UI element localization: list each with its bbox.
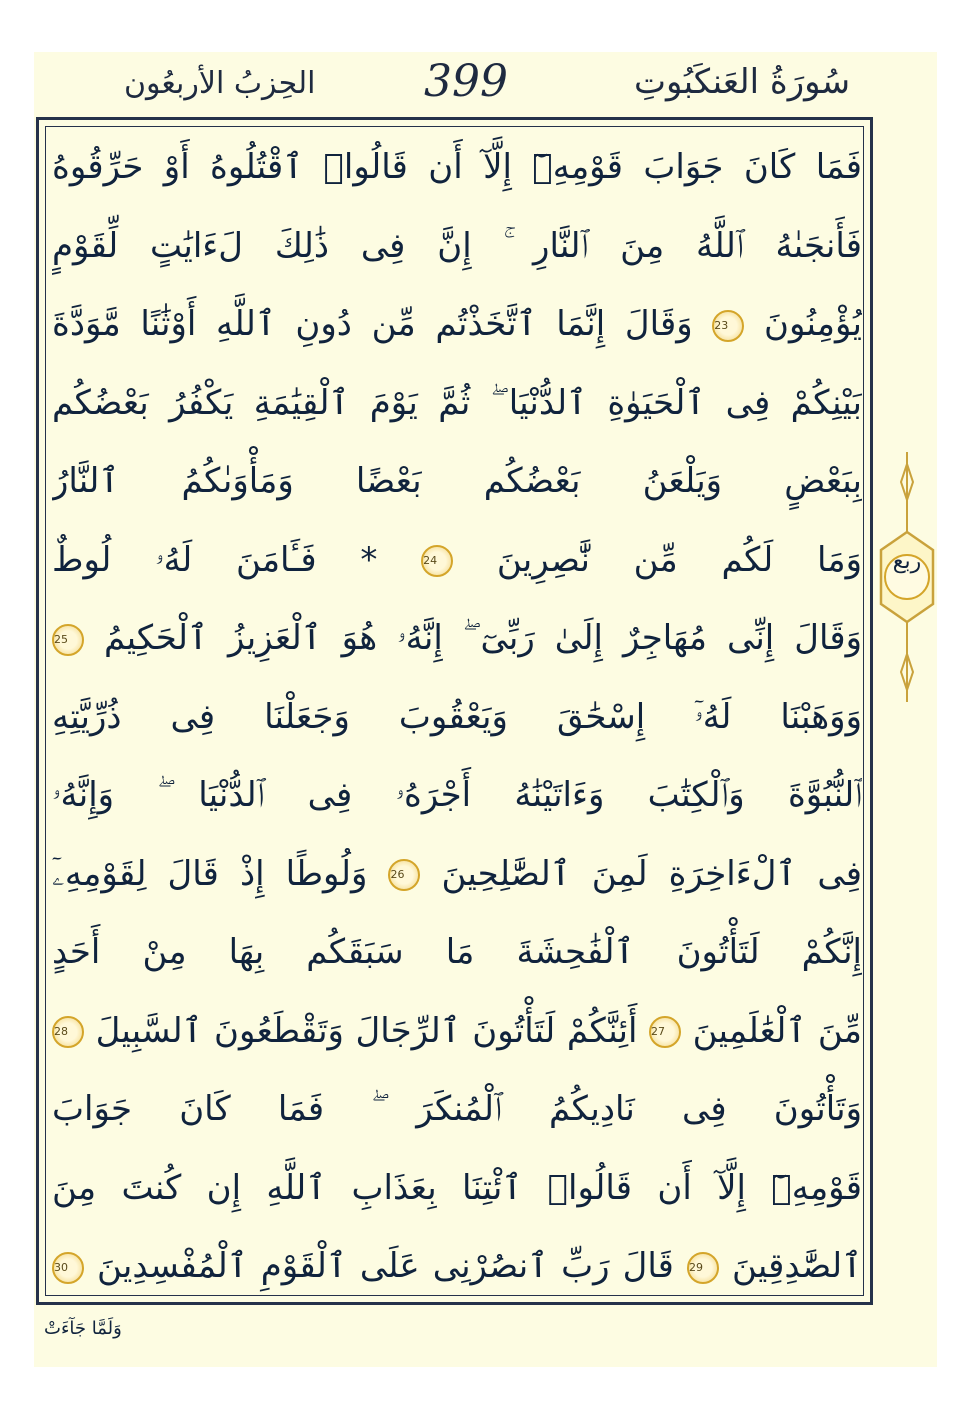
rub-margin-ornament [878, 452, 936, 702]
quran-text-block [52, 128, 862, 1306]
rub-star-marker: * [360, 539, 378, 580]
text-line-15 [52, 1227, 862, 1306]
text-line-11 [52, 913, 862, 992]
text-line-6 [52, 521, 862, 600]
ayah-number-marker: 25 [52, 624, 84, 656]
verse-text: مِّنَ ٱلْعَٰلَمِينَ [692, 1010, 862, 1051]
verse-text: وَمَا لَكُم مِّن نَّٰصِرِينَ [496, 539, 862, 580]
text-line-1 [52, 128, 862, 207]
ayah-number-marker: 27 [649, 1016, 681, 1048]
verse-text: فَأَنجَىٰهُ ٱللَّهُ مِنَ ٱلنَّارِ ۚ إِنَّ فِى ذَٰلِكَ لَءَايَٰتٍ لِّقَوْمٍ [52, 225, 862, 266]
verse-text: ٱلصَّٰدِقِينَ [732, 1246, 862, 1286]
text-line-8 [52, 678, 862, 757]
text-line-2 [52, 207, 862, 286]
ayah-number-marker: 26 [388, 859, 420, 891]
juz-title: الحِزبُ الأربعُون [124, 66, 316, 101]
verse-text: وَقَالَ إِنِّى مُهَاجِرٌ إِلَىٰ رَبِّىٓ ۖ إِنَّهُۥ هُوَ ٱلْعَزِيزُ ٱلْحَكِيمُ [104, 618, 862, 658]
ayah-number-marker: 24 [421, 545, 453, 577]
page-number: 399 [424, 56, 508, 107]
rub-label: ربع [892, 549, 922, 574]
page-header [34, 52, 937, 114]
verse-text: بَيْنِكُمْ فِى ٱلْحَيَوٰةِ ٱلدُّنْيَا ۖ ثُمَّ يَوْمَ ٱلْقِيَٰمَةِ يَكْفُرُ بَعْضُكُم [52, 382, 862, 423]
verse-text: يُؤْمِنُونَ [763, 304, 862, 344]
verse-text: وَوَهَبْنَا لَهُۥٓ إِسْحَٰقَ وَيَعْقُوبَ وَجَعَلْنَا فِى ذُرِّيَّتِهِ [52, 696, 862, 737]
verse-text: قَوْمِهِۦٓ إِلَّآ أَن قَالُوا۟ ٱئْتِنَا بِعَذَابِ ٱللَّهِ إِن كُنتَ مِنَ [52, 1167, 862, 1208]
verse-text: بِبَعْضٍ وَيَلْعَنُ بَعْضُكُم بَعْضًا وَمَأْوَىٰكُمُ ٱلنَّارُ [52, 461, 862, 501]
text-line-12 [52, 992, 862, 1071]
text-line-13 [52, 1070, 862, 1149]
verse-text: فَمَا كَانَ جَوَابَ قَوْمِهِۦٓ إِلَّآ أَن قَالُوا۟ ٱقْتُلُوهُ أَوْ حَرِّقُوهُ [52, 147, 862, 187]
text-line-4 [52, 364, 862, 443]
verse-text: قَالَ رَبِّ ٱنصُرْنِى عَلَى ٱلْقَوْمِ ٱلْمُفْسِدِينَ [97, 1246, 674, 1286]
ayah-number-marker: 29 [687, 1252, 719, 1284]
verse-text: وَتَأْتُونَ فِى نَادِيكُمُ ٱلْمُنكَرَ ۖ فَمَا كَانَ جَوَابَ [52, 1089, 862, 1129]
verse-text: أَئِنَّكُمْ لَتَأْتُونَ ٱلرِّجَالَ وَتَقْطَعُونَ ٱلسَّبِيلَ [95, 1010, 638, 1051]
text-line-3 [52, 285, 862, 364]
verse-text: فِى ٱلْءَاخِرَةِ لَمِنَ ٱلصَّٰلِحِينَ [441, 853, 862, 894]
text-line-14 [52, 1149, 862, 1228]
ayah-number-marker: 23 [712, 310, 744, 342]
catchword: وَلَمَّا جَآءَتْ [44, 1318, 122, 1339]
verse-text: وَلُوطًا إِذْ قَالَ لِقَوْمِهِۦٓ [52, 853, 368, 894]
verse-text: فَـَٔامَنَ لَهُۥ لُوطٌ [52, 539, 317, 580]
ayah-number-marker: 30 [52, 1252, 84, 1284]
text-line-10 [52, 835, 862, 914]
text-line-7 [52, 599, 862, 678]
ornament-medallion-icon [878, 452, 936, 702]
verse-text: إِنَّكُمْ لَتَأْتُونَ ٱلْفَٰحِشَةَ مَا سَبَقَكُم بِهَا مِنْ أَحَدٍ [52, 932, 862, 972]
verse-text: ٱلنُّبُوَّةَ وَٱلْكِتَٰبَ وَءَاتَيْنَٰهُ أَجْرَهُۥ فِى ٱلدُّنْيَا ۖ وَإِنَّهُۥ [52, 775, 862, 815]
text-line-9 [52, 756, 862, 835]
text-line-5 [52, 442, 862, 521]
ayah-number-marker: 28 [52, 1016, 84, 1048]
verse-text: وَقَالَ إِنَّمَا ٱتَّخَذْتُم مِّن دُونِ ٱللَّهِ أَوْثَٰنًا مَّوَدَّةَ [52, 304, 693, 344]
surah-title: سُورَةُ العَنكَبُوتِ [634, 62, 851, 102]
